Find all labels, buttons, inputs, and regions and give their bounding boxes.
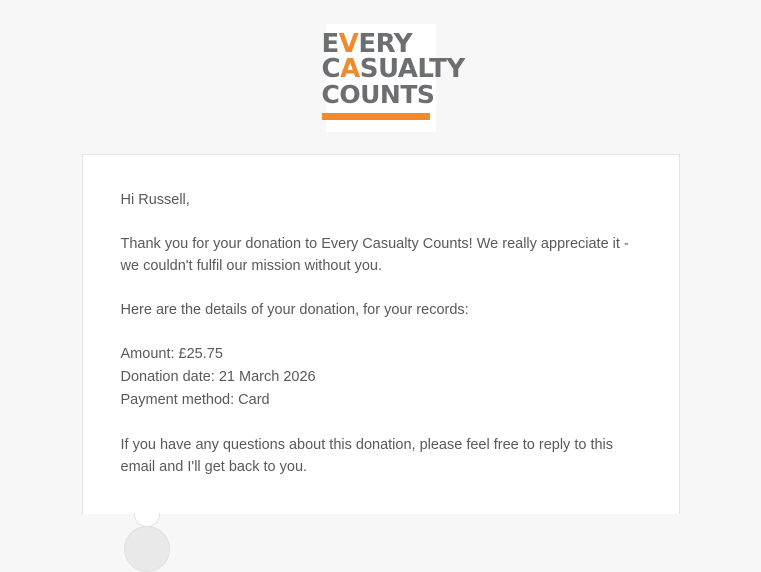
logo-text-sualty: SUALTY (359, 54, 465, 84)
logo-text-ery: ERY (358, 29, 413, 59)
greeting-text: Hi Russell, (120, 192, 190, 208)
logo-text-e: E (321, 29, 339, 59)
logo-text-v-accent: V (338, 29, 359, 59)
logo-line-counts: COUNTS (321, 80, 435, 109)
detail-payment-method: Payment method: Card (120, 392, 270, 408)
signature-area (82, 514, 680, 544)
thanks-paragraph: Thank you for your donation to Every Casualty Counts! We really appreciate it - we couldn't fulfil our mission without you. (120, 236, 629, 274)
avatar (124, 526, 170, 572)
closing-paragraph: If you have any questions about this donation, please feel free to reply to this email and I'll get back to you. (120, 437, 614, 475)
logo-line-casualty (321, 54, 465, 84)
details-intro-text: Here are the details of your donation, for your records: (120, 302, 469, 318)
detail-amount: Amount: £25.75 (120, 346, 223, 362)
every-casualty-counts-logo (321, 24, 465, 132)
email-card (82, 154, 680, 514)
logo-wordmark (321, 24, 465, 109)
logo-orange-bar (322, 113, 430, 120)
logo-text-c: C (321, 54, 341, 84)
detail-donation-date: Donation date: 21 March 2026 (120, 369, 316, 385)
donation-details (121, 343, 641, 412)
logo-text-a-accent: A (340, 54, 360, 84)
card-notch (134, 513, 160, 527)
